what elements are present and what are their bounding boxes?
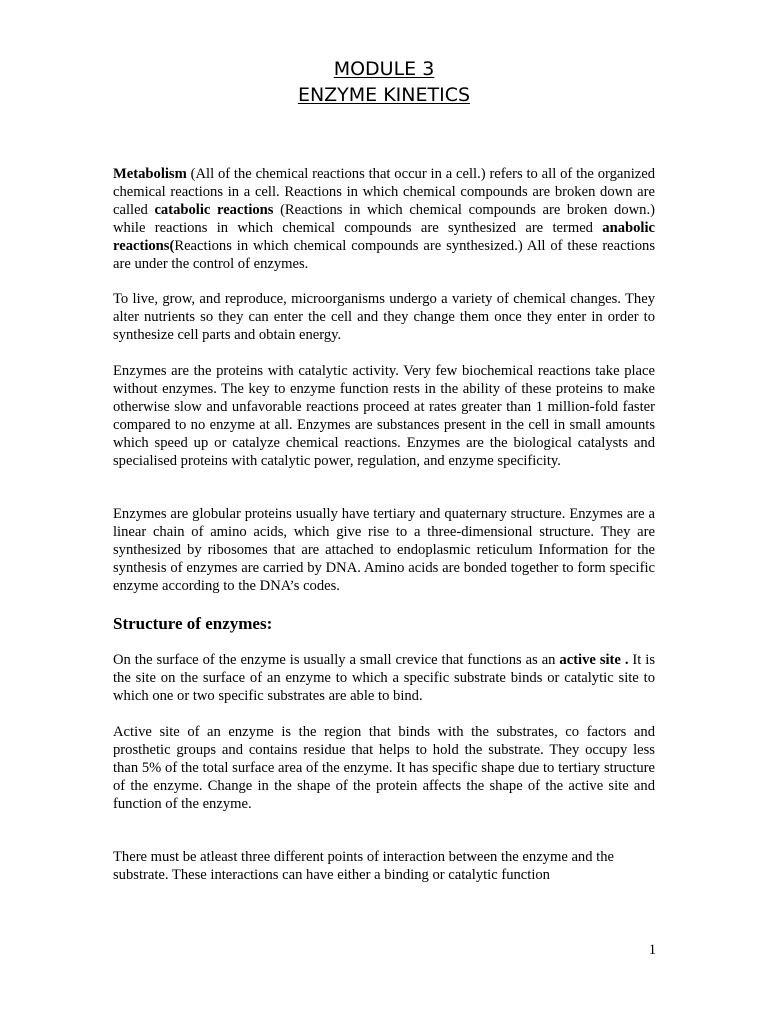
term-active-site: active site . (559, 652, 629, 668)
section-heading-structure: Structure of enzymes: (113, 614, 273, 633)
paragraph-interaction-points: There must be atleast three different points of interaction between the enzyme and the substrate. These interactions can have either a binding or catalytic function (113, 849, 614, 883)
page-number: 1 (648, 942, 656, 958)
term-anabolic: anabolic reactions( (113, 219, 655, 254)
term-catabolic: catabolic reactions (154, 201, 274, 218)
module-title: MODULE 3 (333, 58, 435, 80)
paragraph-enzymes-catalytic: Enzymes are the proteins with catalytic activity. Very few biochemical reactions take place without enzymes. The key to enzyme function rests in the ability of these proteins to make otherwise slow and unfavorable reactions proceed at rates greater than 1 million-fold faster compared to no enzyme at all. Enzymes are substances present in the cell in small amounts which speed up or catalyze chemical reactions. Enzymes are the biological catalysts and specialised proteins with catalytic power, regulation, and enzyme specificity. (113, 363, 655, 469)
chapter-title: ENZYME KINETICS (297, 84, 471, 106)
paragraph-globular-proteins: Enzymes are globular proteins usually have tertiary and quaternary structure. Enzymes are a linear chain of amino acids, which give rise to a three-dimensional structure. They are synthesized by ribosomes that are attached to endoplasmic reticulum Information for the synthesis of enzymes are carried by DNA. Amino acids are bonded together to form specific enzyme according to the DNA’s codes. (113, 506, 655, 594)
paragraph-metabolism: Metabolism (All of the chemical reactions that occur in a cell.) refers to all of the organized chemical reactions in a cell. Reactions in which chemical compounds are broken down are called catabolic reactions (Reactions in which chemical compounds are broken down.) while reactions in which chemical compounds are synthesized are termed anabolic reactions(Reactions in which chemical compounds are synthesized.) All of these reactions are under the control of enzymes. (113, 166, 655, 272)
term-metabolism: Metabolism (113, 166, 187, 182)
paragraph-active-site: On the surface of the enzyme is usually a small crevice that functions as an active site . It is the site on the surface of an enzyme to which a specific substrate binds or catalytic site to which one or two specific substrates are able to bind. (113, 652, 656, 704)
paragraph-active-site-region: Active site of an enzyme is the region that binds with the substrates, co factors and prosthetic groups and contains residue that helps to hold the substrate. They occupy less than 5% of the total surface area of the enzyme. It has specific shape due to tertiary structure of the enzyme. Change in the shape of the protein affects the shape of the active site and function of the enzyme. (113, 724, 655, 812)
paragraph-microorganisms: To live, grow, and reproduce, microorganisms undergo a variety of chemical changes. They alter nutrients so they can enter the cell and they change them once they enter in order to synthesize cell parts and obtain energy. (113, 291, 655, 343)
